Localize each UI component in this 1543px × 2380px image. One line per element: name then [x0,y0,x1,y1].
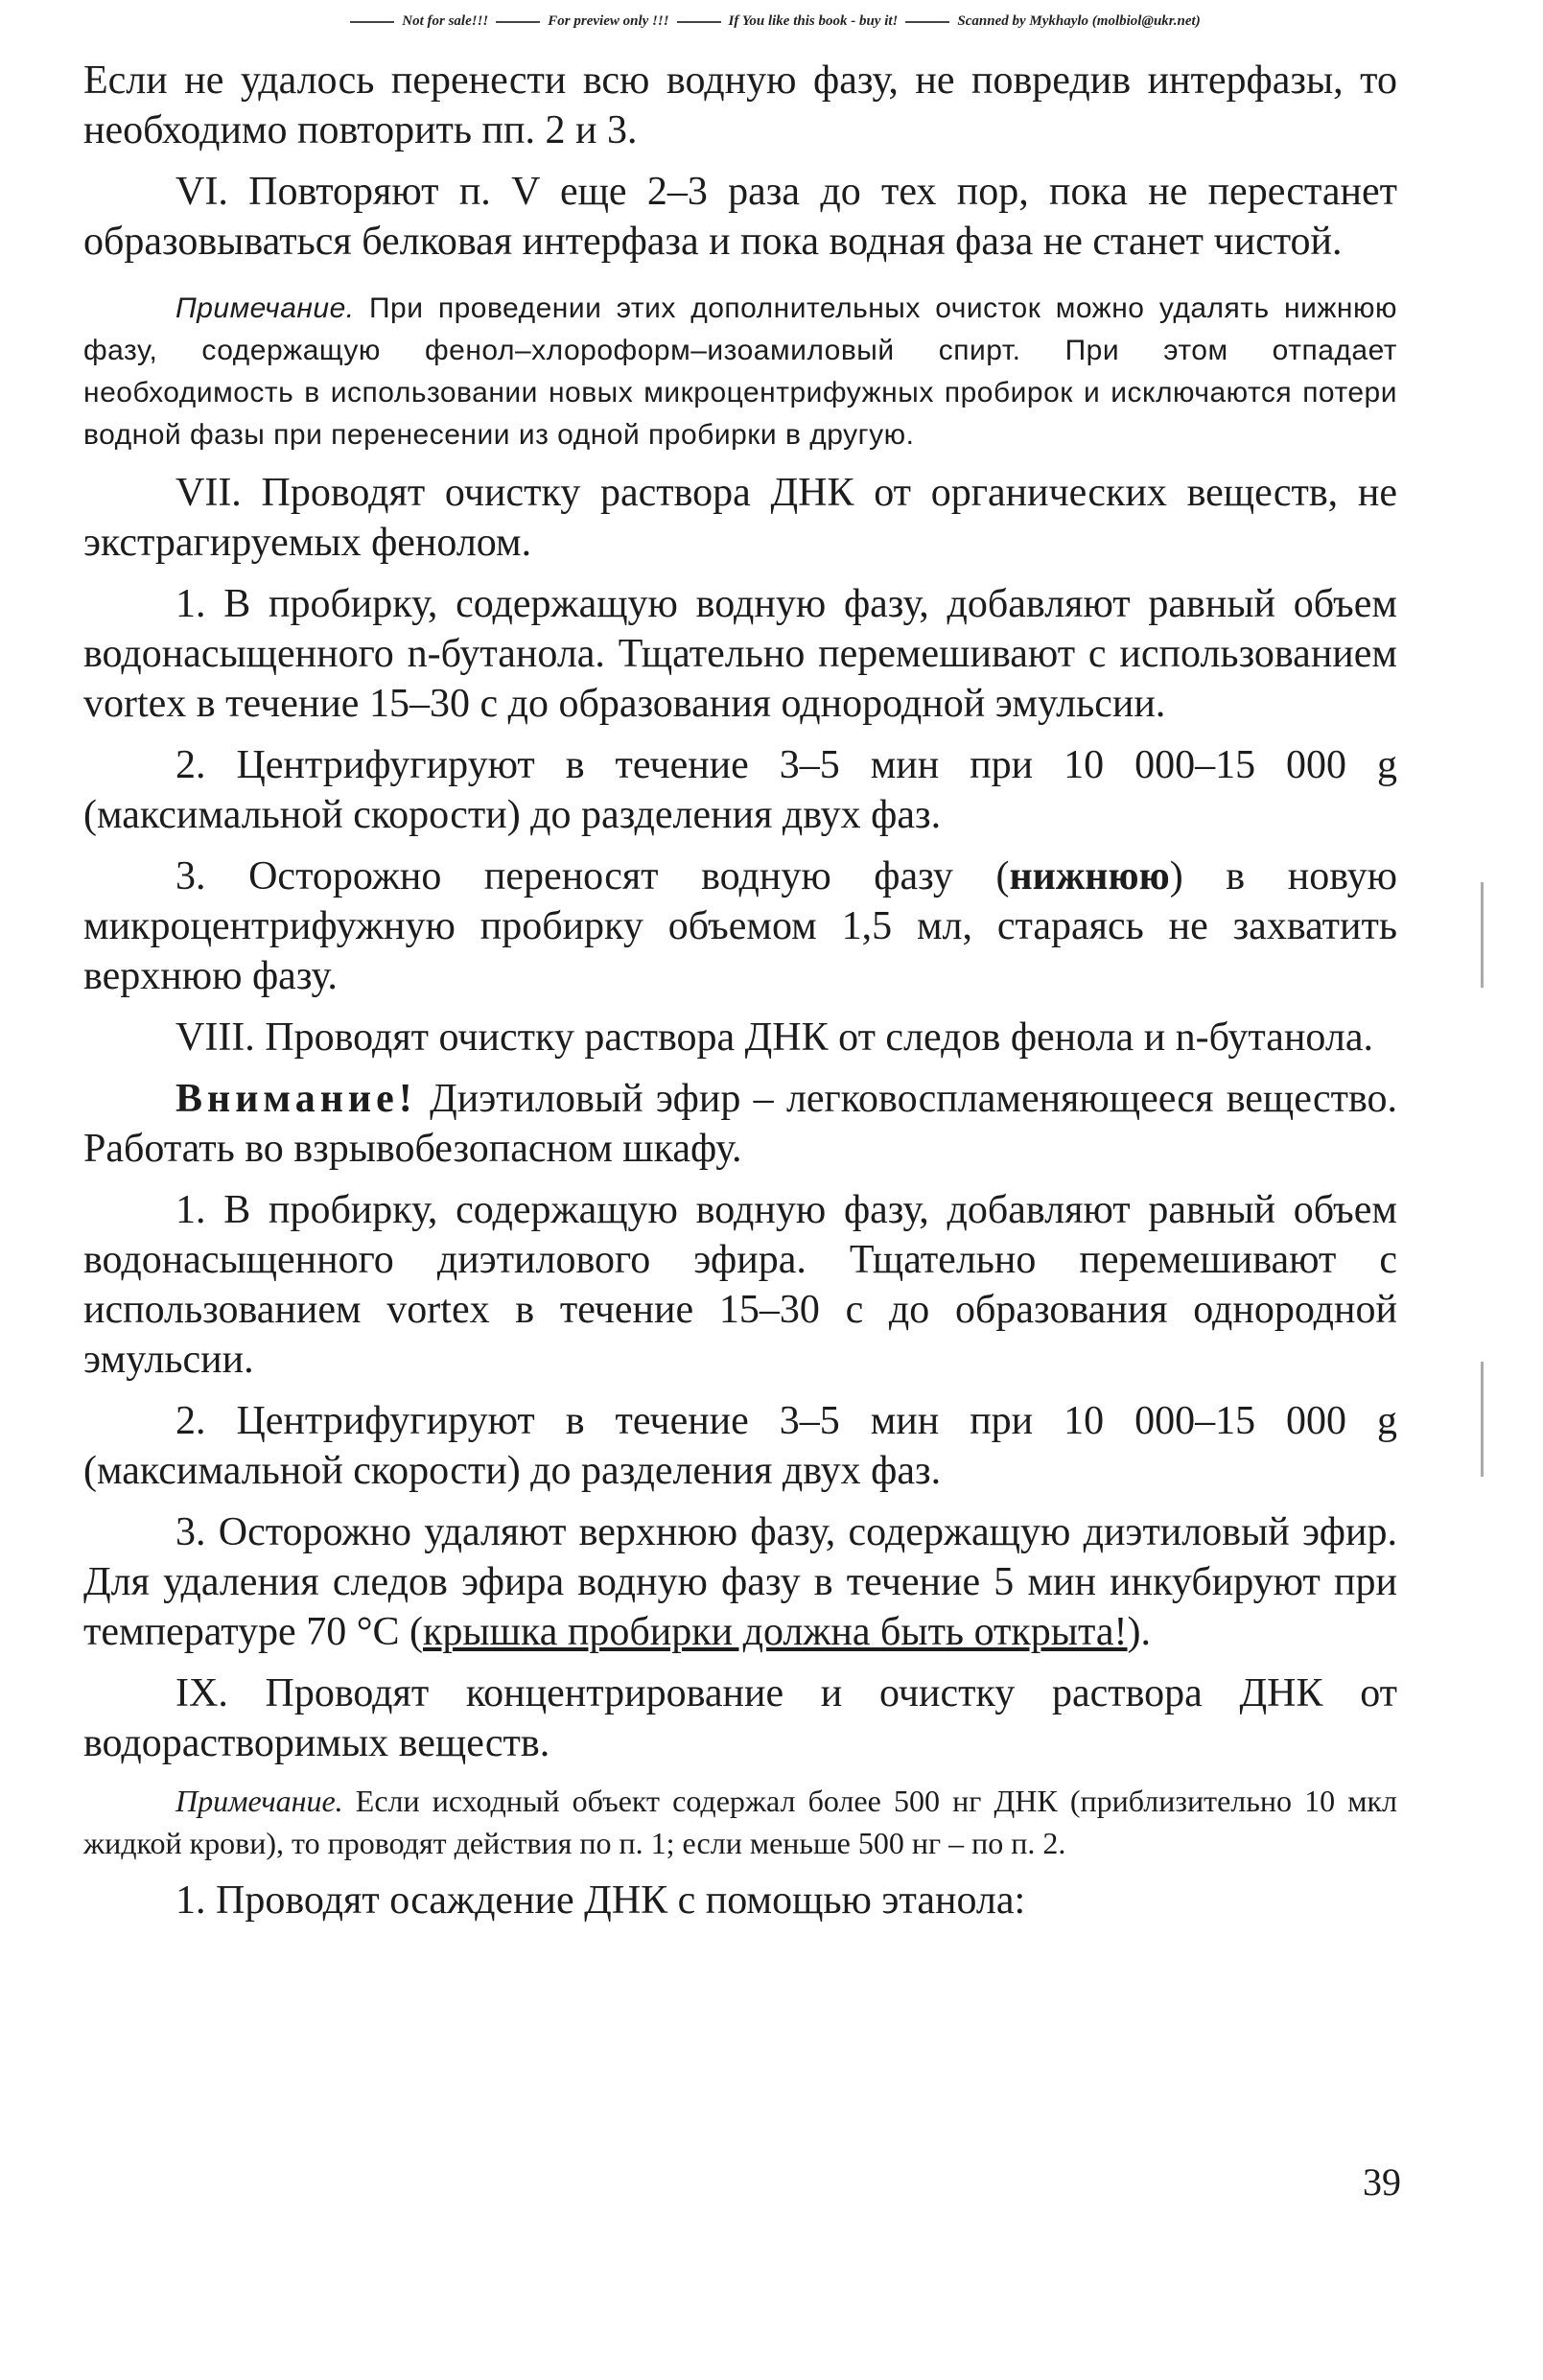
watermark-part-2: For preview only !!! [548,13,669,29]
paragraph-continuation: Если не удалось перенести всю водную фазу, не повредив интерфазы, то необходимо повторить пп. 2 и 3. [83,58,1397,152]
paragraph-step-viii: VIII. Проводят очистку раствора ДНК от следов фенола и n-бутанола. [175,1015,1373,1060]
paragraph-viii-3-a: 3. Осторожно удаляют верхнюю фазу, содержащую диэтиловый эфир. Для удаления следов эфира водную фазу в течение 5 мин инкубируют при температуре 70 °С ( [83,1510,1397,1654]
paragraph-vii-3-a: 3. Осторожно переносят водную фазу ( [175,854,1010,898]
page-content [83,56,1397,1925]
warning-text: Диэтиловый эфир – легковоспламеняющееся вещество. Работать во взрывобезопасном шкафу. [83,1077,1397,1171]
paragraph-viii-3-underlined: крышка пробирки должна быть открыта! [423,1610,1128,1654]
warning-paragraph [83,1074,1397,1174]
page-number: 39 [1363,2160,1401,2204]
scan-edge-mark [1481,882,1484,988]
note-1-text: При проведении этих дополнительных очисток можно удалять нижнюю фазу, содержащую фенол–хлороформ–изоамиловый спирт. При этом отпадает необходимость в использовании новых микроцентрифужных пробирок и исключаются потери водной фазы при перенесении из одной пробирки в другую. [83,292,1397,451]
paragraph-viii-2: 2. Центрифугируют в течение 3–5 мин при 10 000–15 000 g (максимальной скорости) до разделения двух фаз. [83,1399,1397,1493]
paragraph-ix-1: 1. Проводят осаждение ДНК с помощью этанола: [175,1878,1026,1923]
watermark-part-1: Not for sale!!! [402,13,489,29]
note-1 [83,288,1397,456]
note-1-label: Примечание. [175,292,355,324]
paragraph-step-vi: VI. Повторяют п. V еще 2–3 раза до тех пор, пока не перестанет образовываться белковая интерфаза и пока водная фаза не станет чистой. [83,170,1397,264]
paragraph-vii-2: 2. Центрифугируют в течение 3–5 мин при 10 000–15 000 g (максимальной скорости) до разделения двух фаз. [83,743,1397,837]
watermark-part-4: Scanned by Mykhaylo (molbiol@ukr.net) [957,13,1201,29]
note-2 [83,1780,1397,1864]
paragraph-viii-1: 1. В пробирку, содержащую водную фазу, добавляют равный объем водонасыщенного диэтилового эфира. Тщательно перемешивают с использованием vortex в течение 15–30 с до образования однородной эмульсии. [83,1188,1397,1382]
paragraph-vii-1: 1. В пробирку, содержащую водную фазу, добавляют равный объем водонасыщенного n-бутанола. Тщательно перемешивают с использованием vortex в течение 15–30 с до образования однородной эмульсии. [83,582,1397,726]
paragraph-viii-3 [83,1507,1397,1657]
paragraph-step-vii: VII. Проводят очистку раствора ДНК от органических веществ, не экстрагируемых фенолом. [83,471,1397,565]
paragraph-vii-3-bold: нижнюю [1009,854,1170,898]
paragraph-viii-3-b: ). [1127,1610,1152,1654]
watermark-part-3: If You like this book - buy it! [728,13,899,29]
warning-label: Внимание! [175,1077,417,1121]
paragraph-vii-3-b: ) в новую микроцентрифужную пробирку объемом 1,5 мл, стараясь не захватить верхнюю фазу. [83,854,1397,998]
note-2-label: Примечание. [175,1784,343,1818]
scan-edge-mark [1481,1362,1484,1477]
watermark [0,13,1543,30]
note-2-text: Если исходный объект содержал более 500 нг ДНК (приблизительно 10 мкл жидкой крови), то проводят действия по п. 1; если меньше 500 нг – по п. 2. [83,1784,1397,1860]
paragraph-step-ix: IX. Проводят концентрирование и очистку раствора ДНК от водорастворимых веществ. [83,1671,1397,1765]
paragraph-vii-3 [83,852,1397,1001]
